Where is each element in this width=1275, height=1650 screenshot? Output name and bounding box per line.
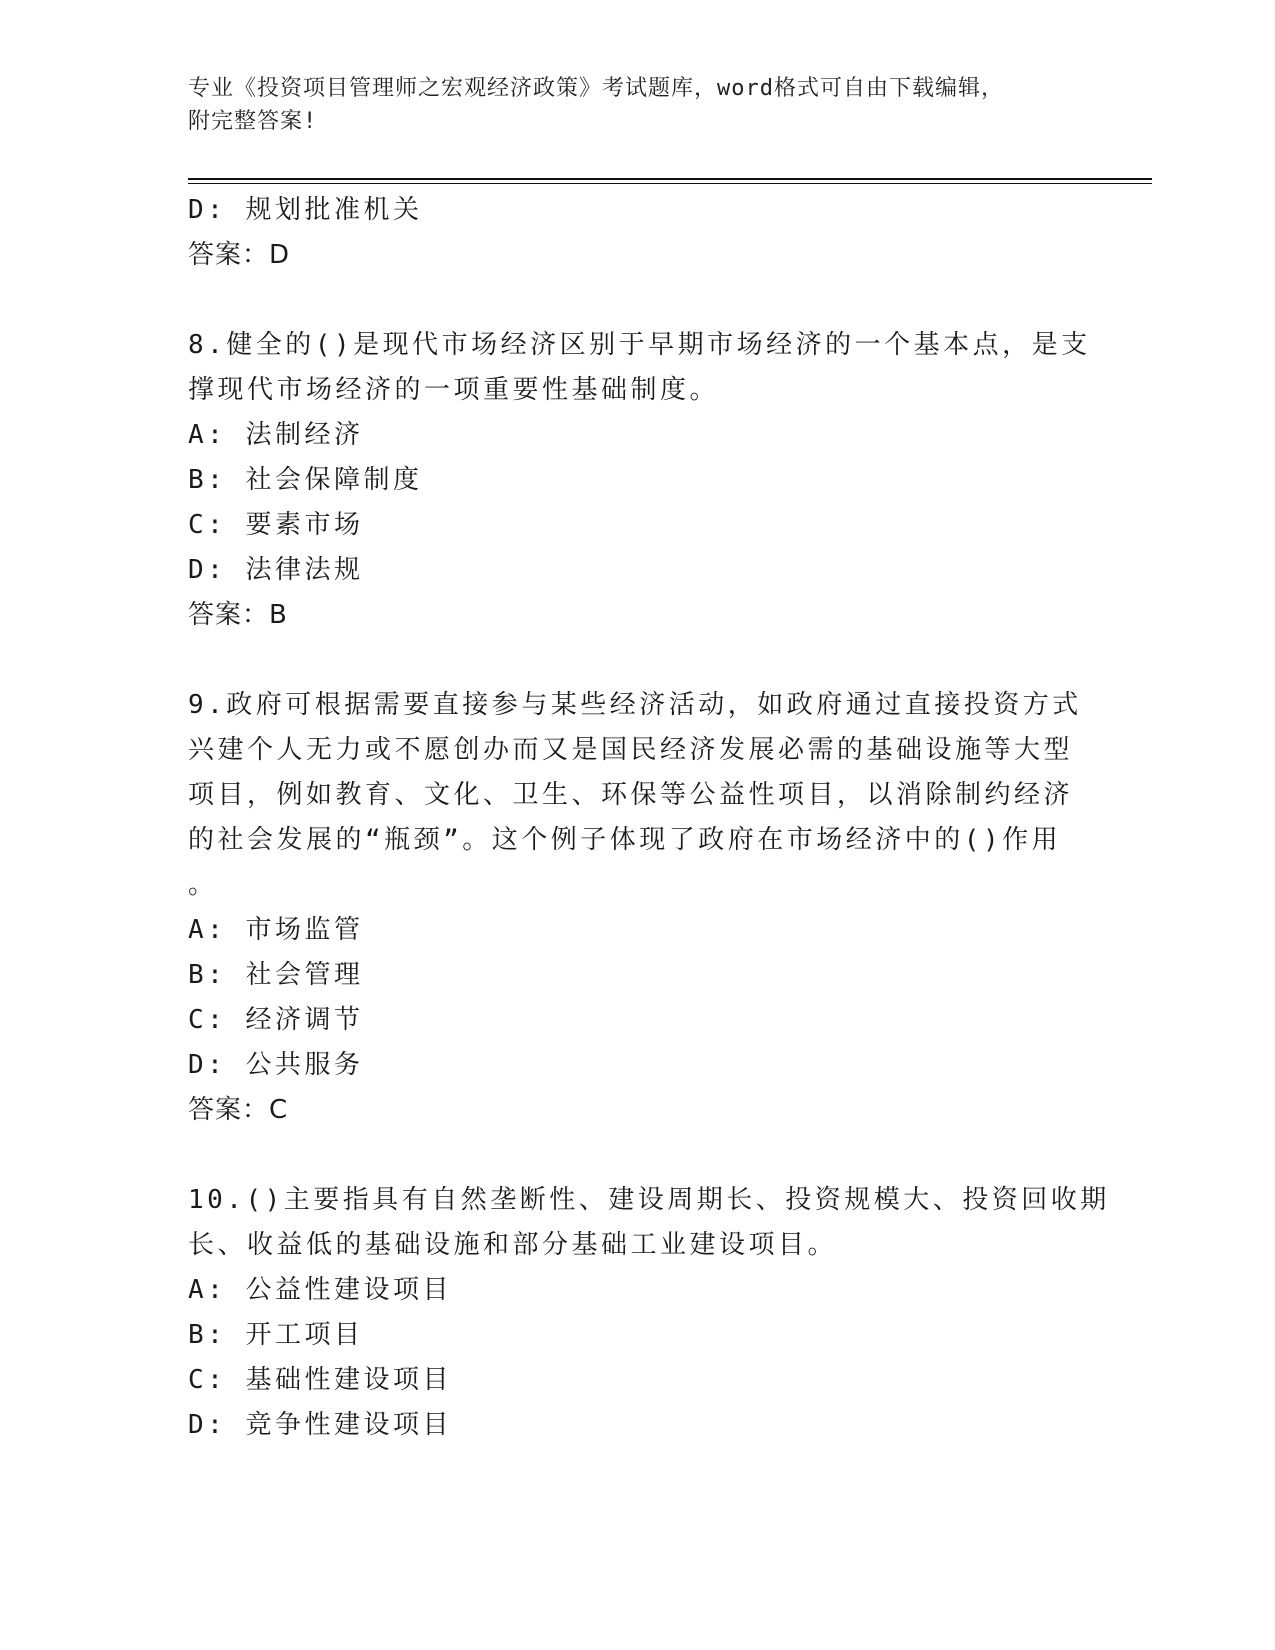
question-9-option-a: A: 市场监管 [188, 915, 364, 945]
question-9 [188, 683, 1088, 1133]
question-10-line-1: 10.()主要指具有自然垄断性、建设周期长、投资规模大、投资回收期 [188, 1185, 1110, 1215]
question-8-line-2: 撑现代市场经济的一项重要性基础制度。 [188, 375, 720, 405]
question-10-option-a: A: 公益性建设项目 [188, 1275, 452, 1305]
question-10-option-b: B: 开工项目 [188, 1320, 364, 1350]
question-10-option-c: C: 基础性建设项目 [188, 1365, 452, 1395]
question-9-option-c: C: 经济调节 [188, 1005, 364, 1035]
question-9-line-1: 9.政府可根据需要直接参与某些经济活动，如政府通过直接投资方式 [188, 690, 1082, 720]
question-8 [188, 323, 1091, 638]
document-body [188, 188, 1110, 1448]
spacer [188, 1133, 1088, 1178]
prev-option-d: D: 规划批准机关 [188, 195, 423, 225]
header-rule-thin [188, 183, 1152, 184]
question-10 [188, 1178, 1110, 1448]
question-9-line-3: 项目，例如教育、文化、卫生、环保等公益性项目，以消除制约经济 [188, 780, 1074, 810]
question-8-line-1: 8.健全的()是现代市场经济区别于早期市场经济的一个基本点，是支 [188, 330, 1091, 360]
header-rule-thick [188, 178, 1152, 180]
question-8-option-d: D: 法律法规 [188, 555, 364, 585]
question-10-option-d: D: 竞争性建设项目 [188, 1410, 452, 1440]
prev-answer: 答案：D [188, 240, 291, 270]
spacer [188, 278, 1088, 323]
question-8-option-b: B: 社会保障制度 [188, 465, 423, 495]
question-9-answer: 答案：C [188, 1095, 289, 1125]
header-line-2: 附完整答案! [188, 109, 318, 134]
question-8-option-c: C: 要素市场 [188, 510, 364, 540]
question-9-line-4: 的社会发展的“瓶颈”。这个例子体现了政府在市场经济中的()作用 [188, 825, 1062, 855]
header-line-1: 专业《投资项目管理师之宏观经济政策》考试题库，word格式可自由下载编辑， [188, 76, 1004, 101]
question-8-answer: 答案：B [188, 600, 288, 630]
question-9-line-2: 兴建个人无力或不愿创办而又是国民经济发展必需的基础设施等大型 [188, 735, 1074, 765]
question-10-line-2: 长、收益低的基础设施和部分基础工业建设项目。 [188, 1230, 838, 1260]
question-9-option-d: D: 公共服务 [188, 1050, 364, 1080]
question-8-option-a: A: 法制经济 [188, 420, 364, 450]
question-9-line-5: 。 [188, 870, 218, 900]
question-9-option-b: B: 社会管理 [188, 960, 364, 990]
spacer [188, 638, 1088, 683]
document-header [188, 72, 1088, 138]
